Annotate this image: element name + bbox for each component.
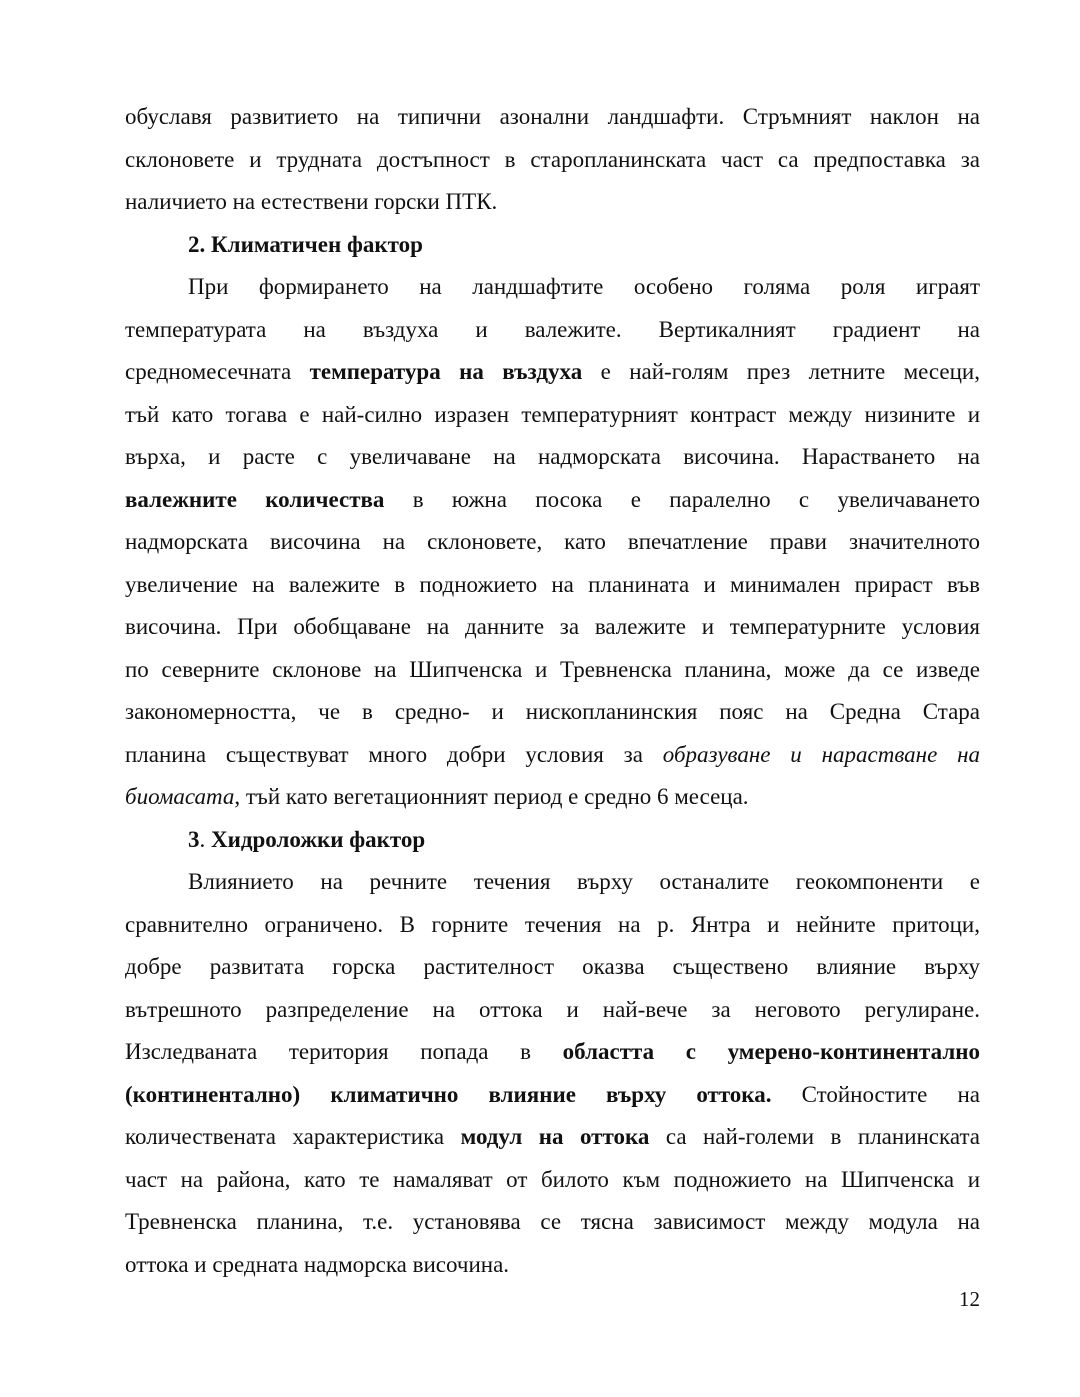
- text-line: закономерността, че в средно- и нископланинския пояс на Средна Стара: [125, 699, 980, 724]
- hydrology-paragraph: [125, 861, 980, 1286]
- text-line: надморската височина на склоновете, като впечатление прави значителното: [125, 529, 980, 554]
- text-line: [125, 776, 980, 819]
- text-run: Изследваната територия попада в: [125, 1039, 563, 1064]
- bold-term: областта с умерено-континентално: [562, 1039, 980, 1064]
- section-heading-hydrology: [125, 819, 980, 862]
- bold-term: валежните количества: [125, 486, 385, 512]
- text-line: [125, 479, 980, 522]
- text-line: обуславя развитието на типични азонални ландшафти. Стръмният наклон на: [125, 104, 980, 129]
- bold-term: (континентално) климатично влияние върху оттока.: [125, 1081, 772, 1107]
- text-line: тъй като тогава е най-силно изразен температурният контраст между низините и: [125, 401, 980, 427]
- text-run: средномесечната: [125, 359, 310, 384]
- section-heading-climate: 2. Климатичен фактор: [188, 231, 423, 257]
- text-run: Стойностите на: [771, 1081, 980, 1107]
- text-line: височина. При обобщаване на данните за валежите и температурните условия: [125, 614, 980, 639]
- heading-text: Хидроложки фактор: [205, 826, 426, 852]
- text-line: част на района, като те намаляват от билото към подножието на Шипченска и: [125, 1166, 980, 1192]
- text-run: количествената характеристика: [125, 1124, 461, 1149]
- page-number: 12: [959, 1287, 980, 1311]
- text-line: склоновете и трудната достъпност в старопланинската част са предпоставка за: [125, 146, 980, 172]
- text-line: върха, и расте с увеличаване на надморската височина. Нарастването на: [125, 444, 980, 469]
- text-run: планина съществуват много добри условия за: [125, 741, 663, 767]
- heading-number: 3: [188, 826, 200, 852]
- heading-dot: .: [199, 826, 206, 852]
- italic-term: биомасата: [125, 784, 235, 809]
- document-page: [125, 96, 980, 1286]
- text-run: е най-голям през летните месеци,: [582, 359, 980, 384]
- text-line: температурата на въздуха и валежите. Вертикалният градиент на: [125, 316, 980, 342]
- text-line: [125, 1074, 980, 1117]
- text-line: наличието на естествени горски ПТК.: [125, 189, 498, 214]
- text-line: [125, 734, 980, 777]
- text-line: сравнително ограничено. В горните течения на р. Янтра и нейните притоци,: [125, 911, 980, 937]
- text-line: увеличение на валежите в подножието на планината и минимален прираст във: [125, 571, 980, 597]
- text-line: При формирането на ландшафтите особено голяма роля играят: [188, 274, 980, 299]
- italic-term: образуване и нарастване на: [662, 741, 980, 767]
- text-line: Влиянието на речните течения върху останалите геокомпоненти е: [188, 869, 980, 894]
- text-line: [125, 1116, 980, 1159]
- text-line: [125, 351, 980, 394]
- text-line: добре развитата горска растителност оказва съществено влияние върху: [125, 954, 980, 979]
- intro-paragraph: [125, 96, 980, 224]
- text-line: по северните склонове на Шипченска и Тревненска планина, може да се изведе: [125, 656, 980, 682]
- climate-paragraph: [125, 266, 980, 819]
- text-run: , тъй като вегетационният период е средно 6 месеца.: [234, 784, 749, 809]
- bold-term: модул на оттока: [460, 1124, 650, 1149]
- text-line: оттока и средната надморска височина.: [125, 1251, 510, 1277]
- text-line: Тревненска планина, т.е. установява се тясна зависимост между модула на: [125, 1209, 980, 1234]
- text-run: са най-големи в планинската: [649, 1124, 981, 1149]
- text-line: [125, 1031, 980, 1074]
- text-run: в южна посока е паралелно с увеличаването: [384, 486, 980, 512]
- bold-term: температура на въздуха: [309, 359, 583, 384]
- text-line: вътрешното разпределение на оттока и най-вече за неговото регулиране.: [125, 996, 980, 1022]
